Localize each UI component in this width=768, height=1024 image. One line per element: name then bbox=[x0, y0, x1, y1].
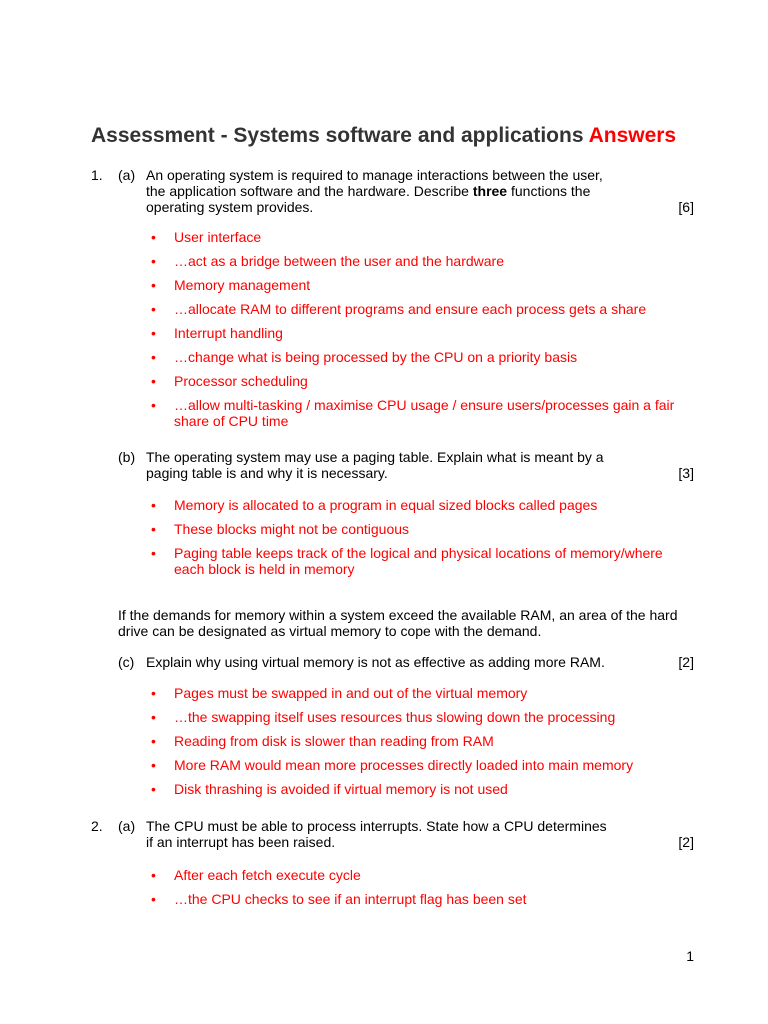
question-1a-text-before: An operating system is required to manage interactions between the user, the application software and the hardware. Describe bbox=[146, 167, 603, 199]
answer-item: • More RAM would mean more processes directly loaded into main memory bbox=[146, 757, 686, 773]
answer-item: • After each fetch execute cycle bbox=[146, 867, 686, 883]
title-answers: Answers bbox=[588, 124, 677, 147]
question-1a-text bbox=[146, 167, 616, 215]
answer-item: • Paging table keeps track of the logical and physical locations of memory/where each block is held in memory bbox=[146, 545, 674, 577]
question-1a-marks: [6] bbox=[678, 199, 694, 215]
answer-item: • Memory is allocated to a program in equal sized blocks called pages bbox=[146, 497, 686, 513]
question-1b-marks: [3] bbox=[678, 465, 694, 481]
answer-item: • Disk thrashing is avoided if virtual memory is not used bbox=[146, 781, 686, 797]
question-1b-label: (b) bbox=[118, 449, 136, 465]
question-2-number: 2. bbox=[91, 818, 103, 834]
answer-item: • Memory management bbox=[146, 277, 686, 293]
answer-item: • Interrupt handling bbox=[146, 325, 686, 341]
answer-item: • Reading from disk is slower than reading from RAM bbox=[146, 733, 686, 749]
answer-item: • …allow multi-tasking / maximise CPU usage / ensure users/processes gain a fair share of CPU time bbox=[146, 397, 684, 429]
answer-item: • Pages must be swapped in and out of the virtual memory bbox=[146, 685, 686, 701]
question-1-number: 1. bbox=[91, 167, 103, 183]
question-2a-marks: [2] bbox=[678, 834, 694, 850]
question-1a-text-bold: three bbox=[472, 183, 508, 199]
answer-item: • …change what is being processed by the CPU on a priority basis bbox=[146, 349, 686, 365]
question-2a-answers bbox=[146, 867, 686, 915]
page-number: 1 bbox=[686, 948, 694, 964]
question-1a-answers bbox=[146, 229, 686, 437]
title-main: Assessment - Systems software and applications bbox=[91, 124, 584, 147]
page-title bbox=[91, 124, 676, 148]
question-1c-text: Explain why using virtual memory is not as effective as adding more RAM. bbox=[146, 654, 605, 670]
virtual-memory-intro: If the demands for memory within a system exceed the available RAM, an area of the hard drive can be designated as virtual memory to cope with the demand. bbox=[118, 607, 678, 639]
answer-item: • Processor scheduling bbox=[146, 373, 686, 389]
question-1b-text: The operating system may use a paging table. Explain what is meant by a paging table is and why it is necessary. bbox=[146, 449, 604, 481]
question-1c-answers bbox=[146, 685, 686, 805]
question-2a-text: The CPU must be able to process interrupts. State how a CPU determines if an interrupt has been raised. bbox=[146, 818, 607, 850]
answer-item: • …the CPU checks to see if an interrupt flag has been set bbox=[146, 891, 686, 907]
question-1b-answers bbox=[146, 497, 686, 585]
question-1c-marks: [2] bbox=[678, 654, 694, 670]
question-1c-label: (c) bbox=[118, 654, 135, 670]
answer-item: • These blocks might not be contiguous bbox=[146, 521, 686, 537]
answer-item: • …act as a bridge between the user and the hardware bbox=[146, 253, 686, 269]
question-1a-text-after: functions the operating system provides. bbox=[146, 183, 591, 215]
question-2a-label: (a) bbox=[118, 818, 136, 834]
answer-item: • User interface bbox=[146, 229, 686, 245]
answer-item: • …allocate RAM to different programs and ensure each process gets a share bbox=[146, 301, 686, 317]
question-1a-label: (a) bbox=[118, 167, 136, 183]
answer-item: • …the swapping itself uses resources thus slowing down the processing bbox=[146, 709, 686, 725]
